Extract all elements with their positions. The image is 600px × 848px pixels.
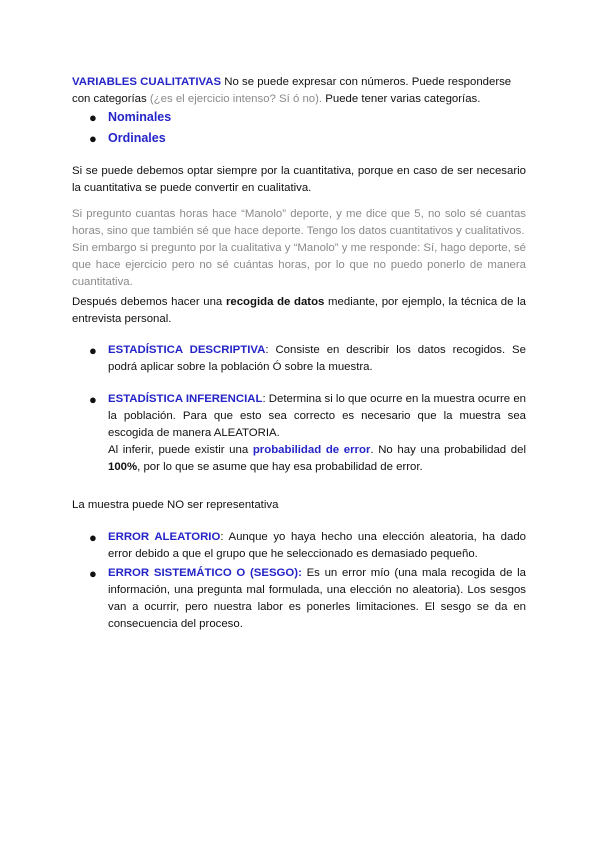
inferir-end: , por lo que se asume que hay esa probabilidad de error. bbox=[137, 461, 423, 473]
recogida-pre: Después debemos hacer una bbox=[72, 296, 226, 308]
recogida-paragraph bbox=[72, 294, 526, 328]
inferir-pre: Al inferir, puede existir una bbox=[108, 444, 253, 456]
descriptiva-text: : Consiste en describir los datos recogidos. Se podrá aplicar sobre la población Ó sobre la muestra. bbox=[108, 344, 526, 373]
bullet-icon: ● bbox=[89, 392, 97, 407]
aleatorio-item bbox=[89, 529, 526, 563]
inferencial-item bbox=[89, 391, 526, 476]
inferir-bold: 100% bbox=[108, 461, 138, 473]
recogida-post: mediante, por ejemplo, la técnica de la entrevista personal. bbox=[72, 296, 526, 325]
cualitativas-example: (¿es el ejercicio intenso? Sí ó no). bbox=[149, 93, 323, 105]
sistematico-text: Es un error mío (una mala recogida de la información, una pregunta mal formulada, una elección no aleatoria). Los sesgos van a ocurrir, pero nuestra labor es ponerles limitaciones. El sesgo se da en consecuencia del proceso. bbox=[108, 567, 526, 630]
bullet-icon: ● bbox=[89, 110, 97, 125]
aleatorio-text: : Aunque yo haya hecho una elección aleatoria, ha dado error debido a que el grupo que he seleccionado es demasiado pequeño. bbox=[108, 531, 526, 560]
muestra-text: La muestra puede NO ser representativa bbox=[72, 499, 279, 511]
inferencial-text: : Determina si lo que ocurre en la muestra ocurre en la población. Para que esto sea correcto es necesario que la muestra sea escogida de manera ALEATORIA. bbox=[108, 393, 526, 439]
ejemplo-text-1: Si pregunto cuantas horas hace “Manolo” deporte, y me dice que 5, no solo sé cuantas horas, sino que también sé que hace deporte. Tengo los datos cuantitativos y cualitativos. bbox=[72, 208, 526, 237]
cualitativas-title: VARIABLES CUALITATIVAS bbox=[72, 76, 222, 88]
sistematico-term: ERROR SISTEMÁTICO O (SESGO): bbox=[108, 567, 302, 579]
bullet-icon: ● bbox=[89, 566, 97, 581]
tipo-nominales: Nominales bbox=[108, 110, 172, 124]
recogida-bold: recogida de datos bbox=[225, 296, 325, 308]
bullet-icon: ● bbox=[89, 343, 97, 358]
optar-paragraph bbox=[72, 163, 526, 197]
cualitativas-text1: No se puede expresar con números. Puede responderse con categorías bbox=[72, 76, 512, 105]
tipo-ordinales: Ordinales bbox=[108, 131, 166, 145]
bullet-icon: ● bbox=[89, 131, 97, 146]
inferir-post: . No hay una probabilidad del bbox=[370, 444, 526, 456]
descriptiva-term: ESTADÍSTICA DESCRIPTIVA bbox=[108, 344, 266, 356]
bullet-icon: ● bbox=[89, 530, 97, 545]
sistematico-item bbox=[89, 565, 526, 633]
muestra-paragraph bbox=[72, 497, 526, 514]
ejemplo-text-2: Sin embargo si pregunto por la cualitativa y “Manolo” y me responde: Sí, hago deporte, sé que hace ejercicio pero no sé cuántas horas, por lo que no puedo ponerlo de manera cuantitativa. bbox=[72, 242, 526, 288]
ejemplo-paragraph bbox=[72, 206, 526, 291]
descriptiva-item bbox=[89, 342, 526, 376]
inferencial-term: ESTADÍSTICA INFERENCIAL bbox=[108, 393, 263, 405]
cualitativas-paragraph bbox=[72, 74, 526, 108]
aleatorio-term: ERROR ALEATORIO bbox=[108, 531, 221, 543]
tipos-list bbox=[89, 109, 526, 147]
cualitativas-text2: Puede tener varias categorías. bbox=[322, 93, 481, 105]
optar-text: Si se puede debemos optar siempre por la cuantitativa, porque en caso de ser necesario la cuantitativa se puede convertir en cualitativa. bbox=[72, 165, 526, 194]
inferir-term: probabilidad de error bbox=[252, 444, 371, 456]
